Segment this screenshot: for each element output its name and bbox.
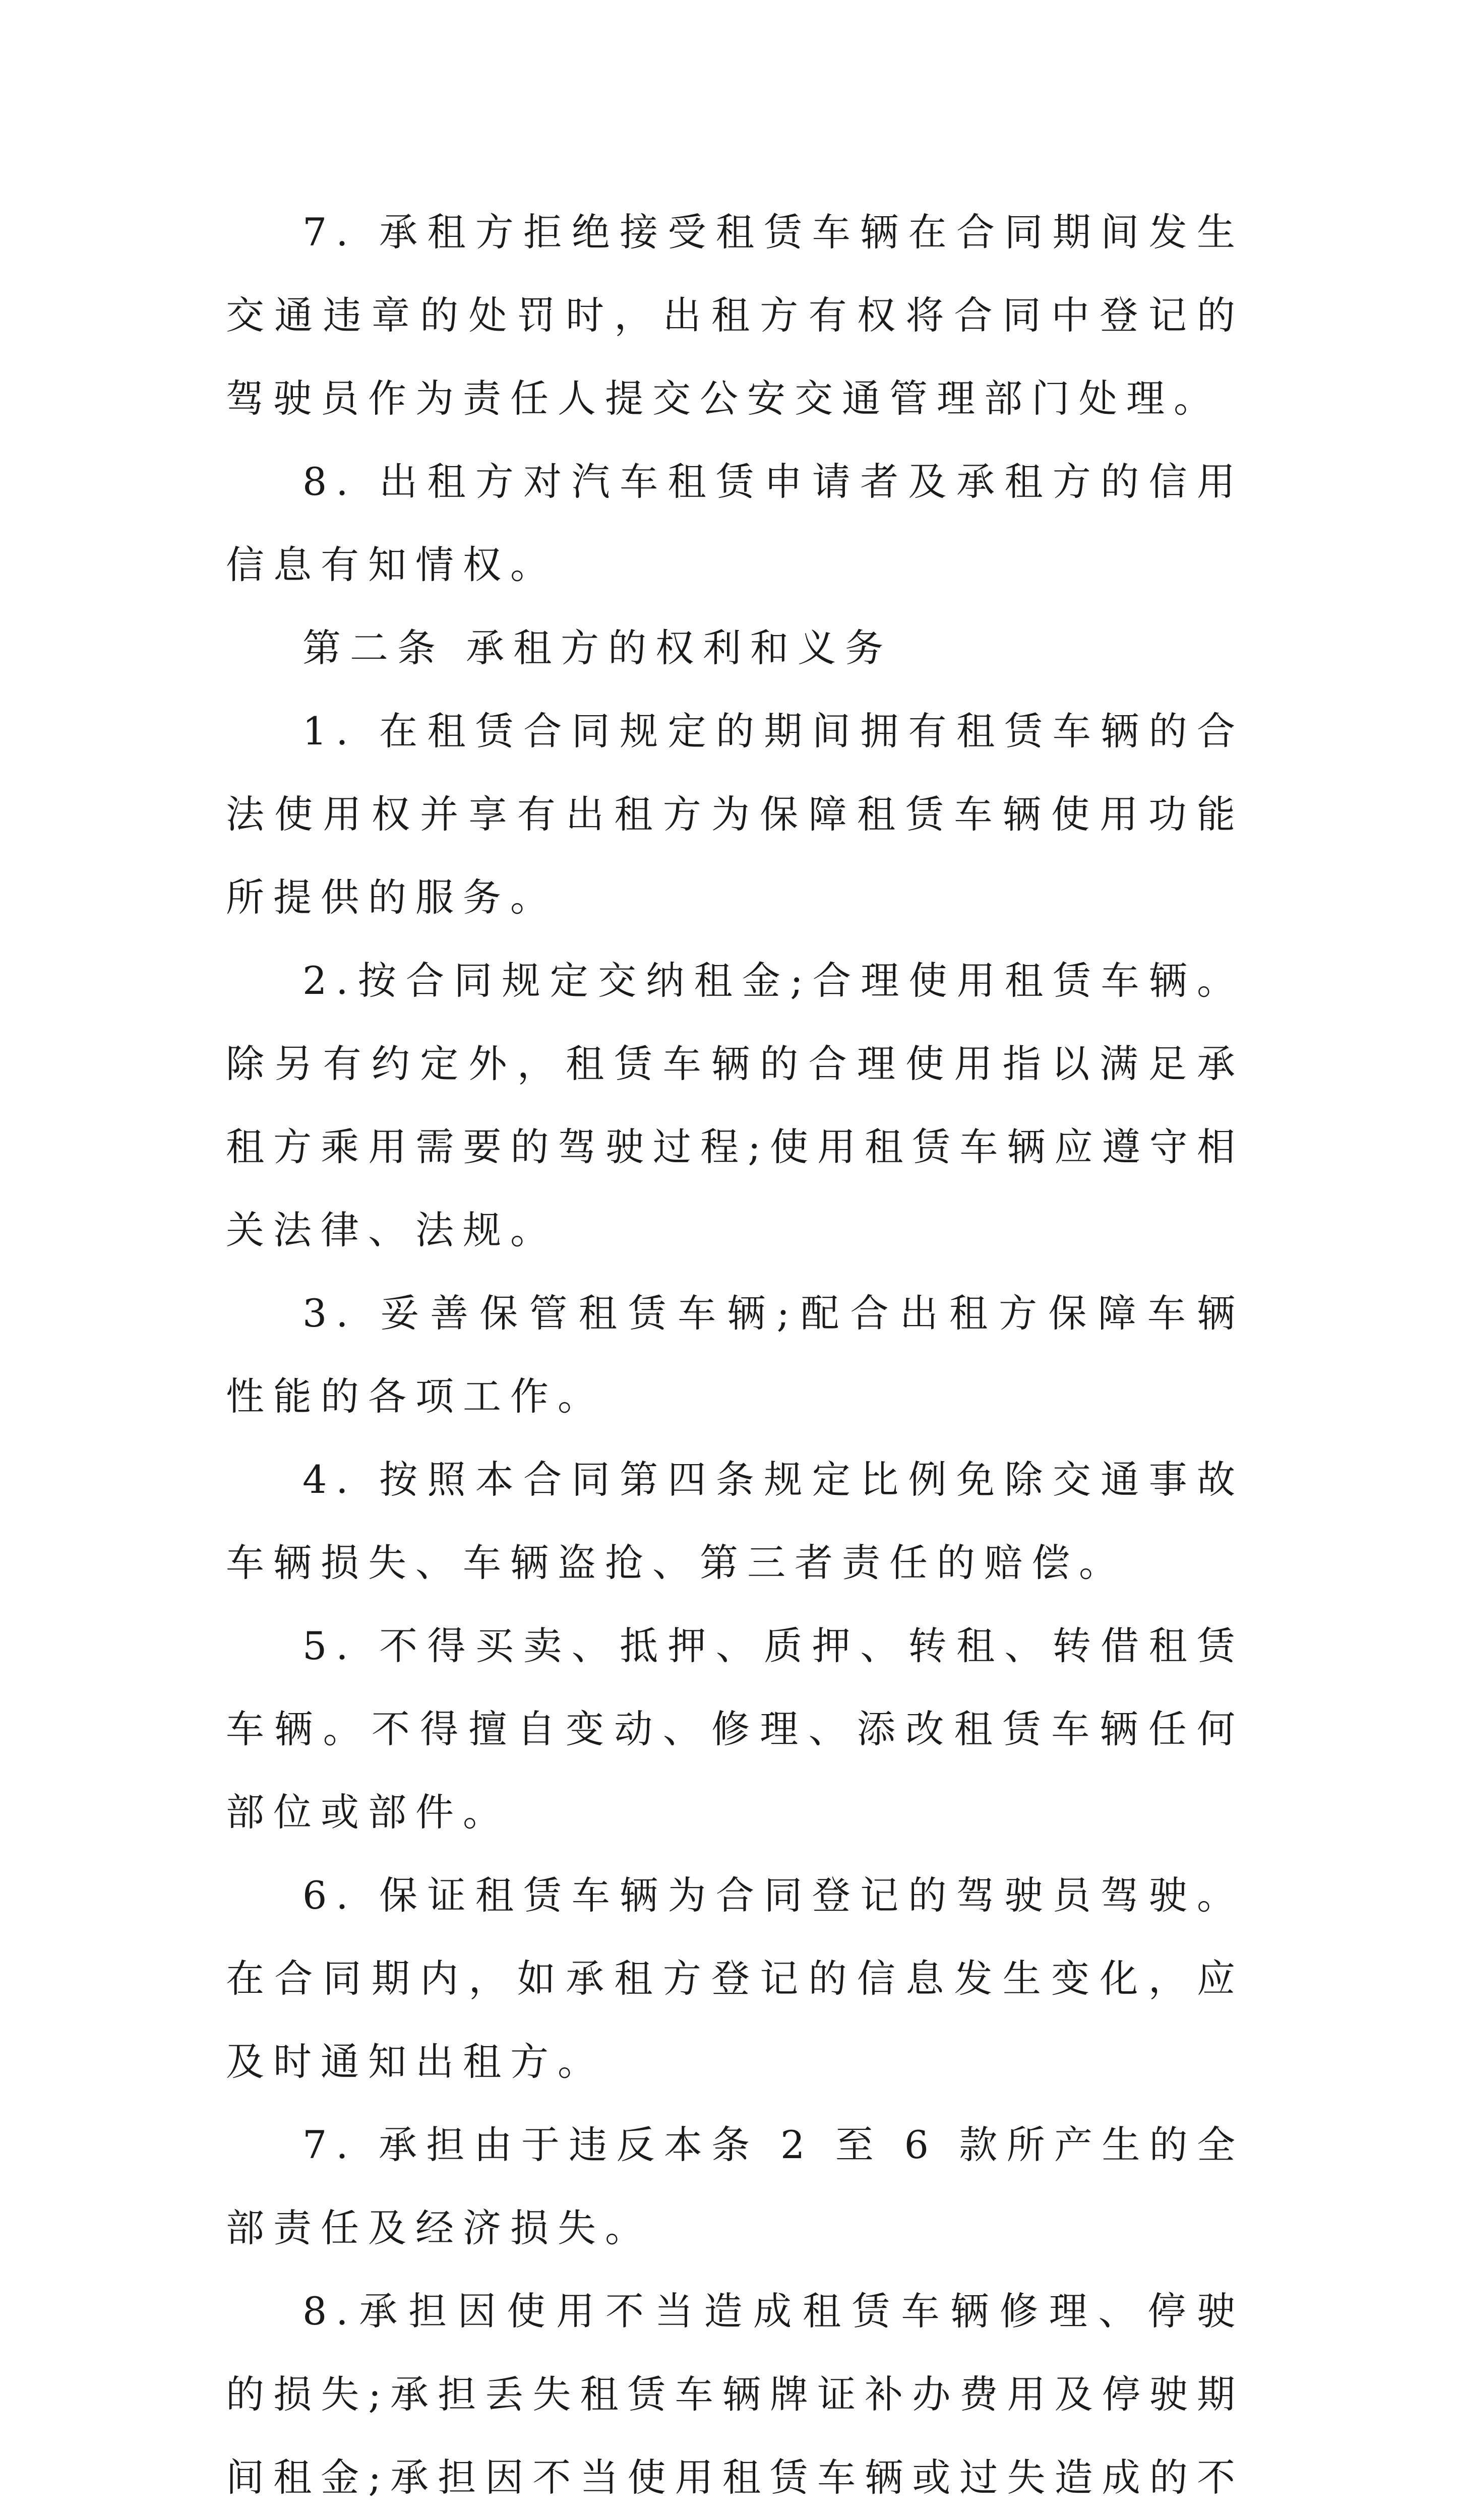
document-body	[226, 191, 1244, 2520]
paragraph-lessee-item-3: 3. 妥善保管租赁车辆;配合出租方保障车辆性能的各项工作。	[226, 1291, 1244, 1419]
paragraph-lessee-item-2: 2.按合同规定交纳租金;合理使用租赁车辆。除另有约定外，租赁车辆的合理使用指以满足承租方乘用需要的驾驶过程;使用租赁车辆应遵守相关法律、法规。	[226, 958, 1244, 1252]
paragraph-lessee-item-5: 5. 不得买卖、抵押、质押、转租、转借租赁车辆。不得擅自变动、修理、添改租赁车辆任何部位或部件。	[226, 1623, 1244, 1835]
paragraph-lessee-item-8: 8.承担因使用不当造成租赁车辆修理、停驶的损失;承担丢失租赁车辆牌证补办费用及停驶期间租金;承担因不当使用租赁车辆或过失造成的不	[226, 2289, 1244, 2500]
paragraph-lessor-item-7: 7. 承租方拒绝接受租赁车辆在合同期间发生交通违章的处罚时，出租方有权将合同中登记的驾驶员作为责任人提交公安交通管理部门处理。	[226, 210, 1244, 421]
paragraph-lessor-item-8: 8. 出租方对汽车租赁申请者及承租方的信用信息有知情权。	[226, 459, 1244, 587]
paragraph-lessee-item-6: 6. 保证租赁车辆为合同登记的驾驶员驾驶。在合同期内，如承租方登记的信息发生变化，应及时通知出租方。	[226, 1873, 1244, 2084]
paragraph-lessee-item-1: 1. 在租赁合同规定的期间拥有租赁车辆的合法使用权并享有出租方为保障租赁车辆使用功能所提供的服务。	[226, 709, 1244, 920]
paragraph-lessee-item-4: 4. 按照本合同第四条规定比例免除交通事故车辆损失、车辆盗抢、第三者责任的赔偿。	[226, 1457, 1244, 1585]
section-heading-article-2: 第二条 承租方的权利和义务	[302, 625, 893, 670]
paragraph-lessee-item-7: 7. 承担由于违反本条 2 至 6 款所产生的全部责任及经济损失。	[226, 2122, 1244, 2250]
